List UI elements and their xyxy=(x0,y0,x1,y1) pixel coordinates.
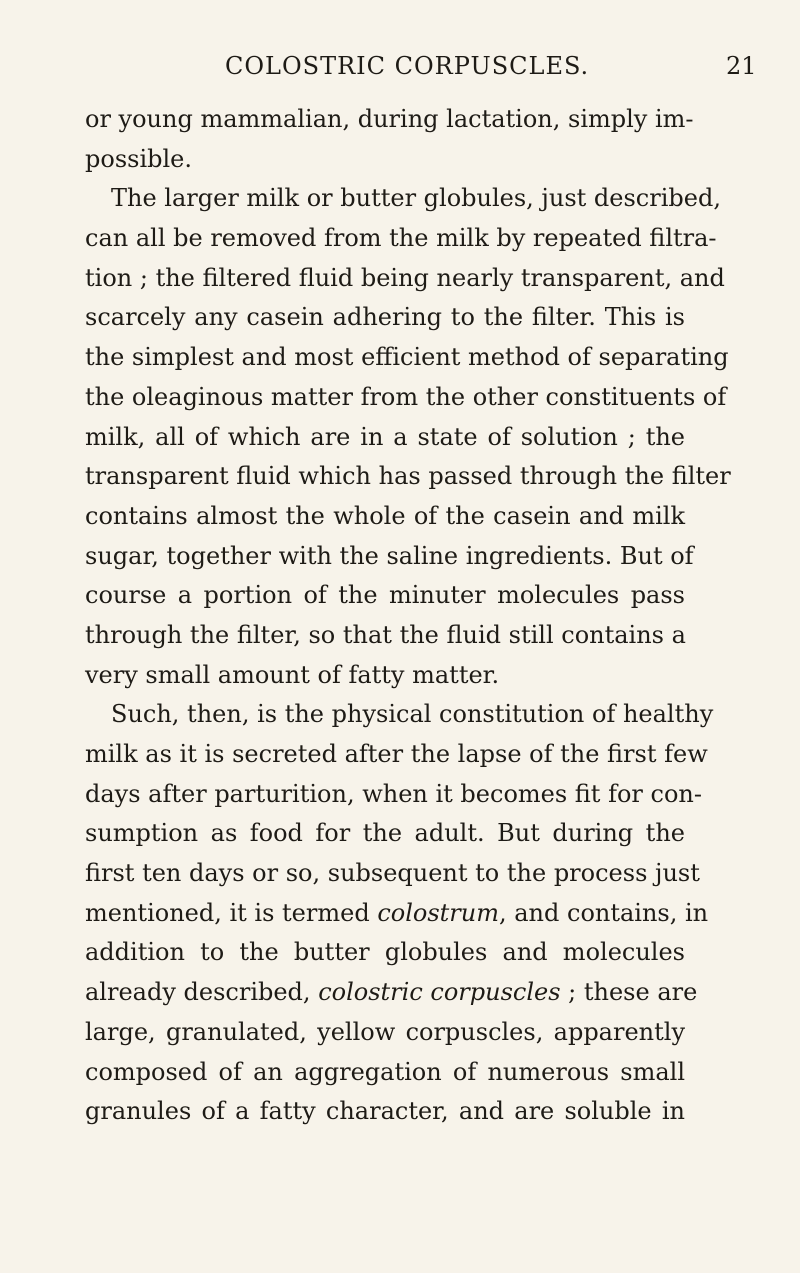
text-fragment: ; these are xyxy=(560,978,698,1007)
text-line: or young mammalian, during lactation, simply im- xyxy=(85,105,694,133)
text-line: the oleaginous matter from the other constituents of xyxy=(85,382,727,411)
text-line: granules of a fatty character, and are soluble in xyxy=(85,1097,685,1126)
page-number: 21 xyxy=(726,52,757,80)
text-line: composed of an aggregation of numerous small xyxy=(85,1057,685,1086)
text-fragment: , and contains, in xyxy=(498,898,709,927)
body-text xyxy=(85,100,731,1132)
italic-term: colostrum xyxy=(377,898,499,927)
text-line: Such, then, is the physical constitution of healthy xyxy=(111,700,714,729)
text-line: days after parturition, when it becomes fit for con- xyxy=(85,779,702,808)
text-line: The larger milk or butter globules, just described, xyxy=(111,184,721,213)
text-line xyxy=(85,973,698,1013)
text-line: contains almost the whole of the casein and milk xyxy=(85,501,685,530)
text-line: first ten days or so, subsequent to the process just xyxy=(85,859,700,888)
text-line: large, granulated, yellow corpuscles, apparently xyxy=(85,1017,685,1046)
text-line: through the filter, so that the fluid still contains a xyxy=(85,620,686,649)
running-head xyxy=(0,52,800,86)
text-line: course a portion of the minuter molecules pass xyxy=(85,581,685,610)
text-fragment: already described, xyxy=(85,978,319,1007)
running-title: COLOSTRIC CORPUSCLES. xyxy=(225,52,590,80)
text-fragment: mentioned, it is termed xyxy=(85,898,378,927)
text-line: transparent fluid which has passed through the filter xyxy=(85,462,731,491)
text-line: milk, all of which are in a state of solution ; the xyxy=(85,422,685,451)
text-line: milk as it is secreted after the lapse of the first few xyxy=(85,740,708,768)
text-line: scarcely any casein adhering to the filter. This is xyxy=(85,303,685,332)
text-line: possible. xyxy=(85,144,192,173)
text-line: can all be removed from the milk by repeated filtra- xyxy=(85,224,717,253)
text-line: sumption as food for the adult. But during the xyxy=(85,819,685,848)
italic-term: colostric corpuscles xyxy=(318,978,561,1007)
text-line xyxy=(85,894,709,934)
text-line: very small amount of fatty matter. xyxy=(85,660,500,689)
text-line: sugar, together with the saline ingredients. But of xyxy=(85,541,694,570)
text-line: the simplest and most efficient method of separating xyxy=(85,343,729,372)
text-line: addition to the butter globules and molecules xyxy=(85,938,685,967)
text-line: tion ; the filtered fluid being nearly transparent, and xyxy=(85,263,725,292)
